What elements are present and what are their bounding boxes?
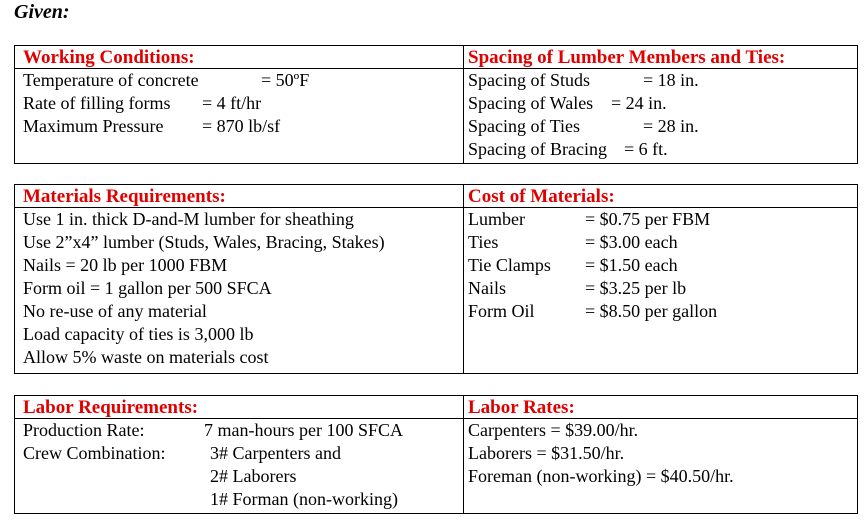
- spacing-value: = 6 ft.: [624, 139, 668, 159]
- list-item: [23, 442, 459, 465]
- table-labor: [14, 395, 858, 514]
- cost-value: = $0.75 per FBM: [585, 209, 711, 229]
- list-item: Laborers = $31.50/hr.: [468, 443, 625, 463]
- spacing-label: Spacing of Ties: [468, 116, 581, 136]
- labor-requirements-section: [23, 396, 459, 511]
- table-working-spacing: [14, 45, 858, 164]
- list-item: Carpenters = $39.00/hr.: [468, 420, 639, 440]
- list-item: Use 1 in. thick D-and-M lumber for sheathing: [23, 209, 354, 229]
- list-item: [468, 92, 853, 115]
- list-item: Nails = 20 lb per 1000 FBM: [23, 255, 228, 275]
- cost-heading: Cost of Materials:: [468, 186, 615, 207]
- spacing-label: Spacing of Studs: [468, 70, 591, 90]
- cost-label: Nails: [468, 278, 506, 298]
- cost-section: [468, 185, 853, 323]
- table-materials-cost: [14, 184, 858, 374]
- spacing-value: = 24 in.: [611, 93, 667, 113]
- condition-label: Rate of filling forms: [23, 93, 171, 113]
- list-item: [468, 277, 853, 300]
- cost-label: Form Oil: [468, 301, 535, 321]
- spacing-value: = 18 in.: [643, 70, 699, 90]
- list-item: [468, 115, 853, 138]
- spacing-heading: Spacing of Lumber Members and Ties:: [468, 47, 786, 68]
- list-item: No re-use of any material: [23, 301, 207, 321]
- crew-member: 1# Forman (non-working): [210, 489, 398, 509]
- crew-member: 3# Carpenters and: [210, 443, 341, 463]
- spacing-label: Spacing of Wales: [468, 93, 594, 113]
- working-conditions-heading: Working Conditions:: [23, 47, 195, 68]
- given-title: Given:: [14, 1, 70, 23]
- list-item: [468, 231, 853, 254]
- condition-value: = 50ºF: [261, 70, 310, 90]
- working-conditions-section: [23, 46, 459, 138]
- cost-label: Ties: [468, 232, 499, 252]
- list-item: [468, 300, 853, 323]
- labor-rates-heading: Labor Rates:: [468, 397, 575, 418]
- list-item: Load capacity of ties is 3,000 lb: [23, 324, 254, 344]
- list-item: [23, 465, 459, 488]
- list-item: Use 2”x4” lumber (Studs, Wales, Bracing, Stakes): [23, 232, 385, 252]
- labor-rates-section: [468, 396, 853, 488]
- labor-requirements-heading: Labor Requirements:: [23, 397, 199, 418]
- cost-value: = $1.50 each: [585, 255, 678, 275]
- list-item: [468, 208, 853, 231]
- production-value: 7 man-hours per 100 SFCA: [204, 420, 403, 440]
- cost-label: Tie Clamps: [468, 255, 551, 275]
- spacing-section: [468, 46, 853, 161]
- list-item: [468, 69, 853, 92]
- list-item: Allow 5% waste on materials cost: [23, 347, 269, 367]
- materials-heading: Materials Requirements:: [23, 186, 226, 207]
- condition-label: Temperature of concrete: [23, 70, 199, 90]
- list-item: [23, 92, 459, 115]
- condition-value: = 870 lb/sf: [202, 116, 281, 136]
- cost-value: = $8.50 per gallon: [585, 301, 718, 321]
- list-item: Form oil = 1 gallon per 500 SFCA: [23, 278, 272, 298]
- materials-section: [23, 185, 459, 369]
- condition-label: Maximum Pressure: [23, 116, 164, 136]
- cost-value: = $3.25 per lb: [585, 278, 687, 298]
- production-label: Production Rate:: [23, 420, 145, 440]
- list-item: [23, 115, 459, 138]
- list-item: [468, 254, 853, 277]
- cost-value: = $3.00 each: [585, 232, 678, 252]
- spacing-label: Spacing of Bracing: [468, 139, 607, 159]
- list-item: Foreman (non-working) = $40.50/hr.: [468, 466, 734, 486]
- list-item: [23, 419, 459, 442]
- list-item: [23, 488, 459, 511]
- list-item: [23, 69, 459, 92]
- list-item: [468, 138, 853, 161]
- cost-label: Lumber: [468, 209, 525, 229]
- condition-value: = 4 ft/hr: [202, 93, 262, 113]
- spacing-value: = 28 in.: [643, 116, 699, 136]
- crew-member: 2# Laborers: [210, 466, 297, 486]
- crew-label: Crew Combination:: [23, 443, 166, 463]
